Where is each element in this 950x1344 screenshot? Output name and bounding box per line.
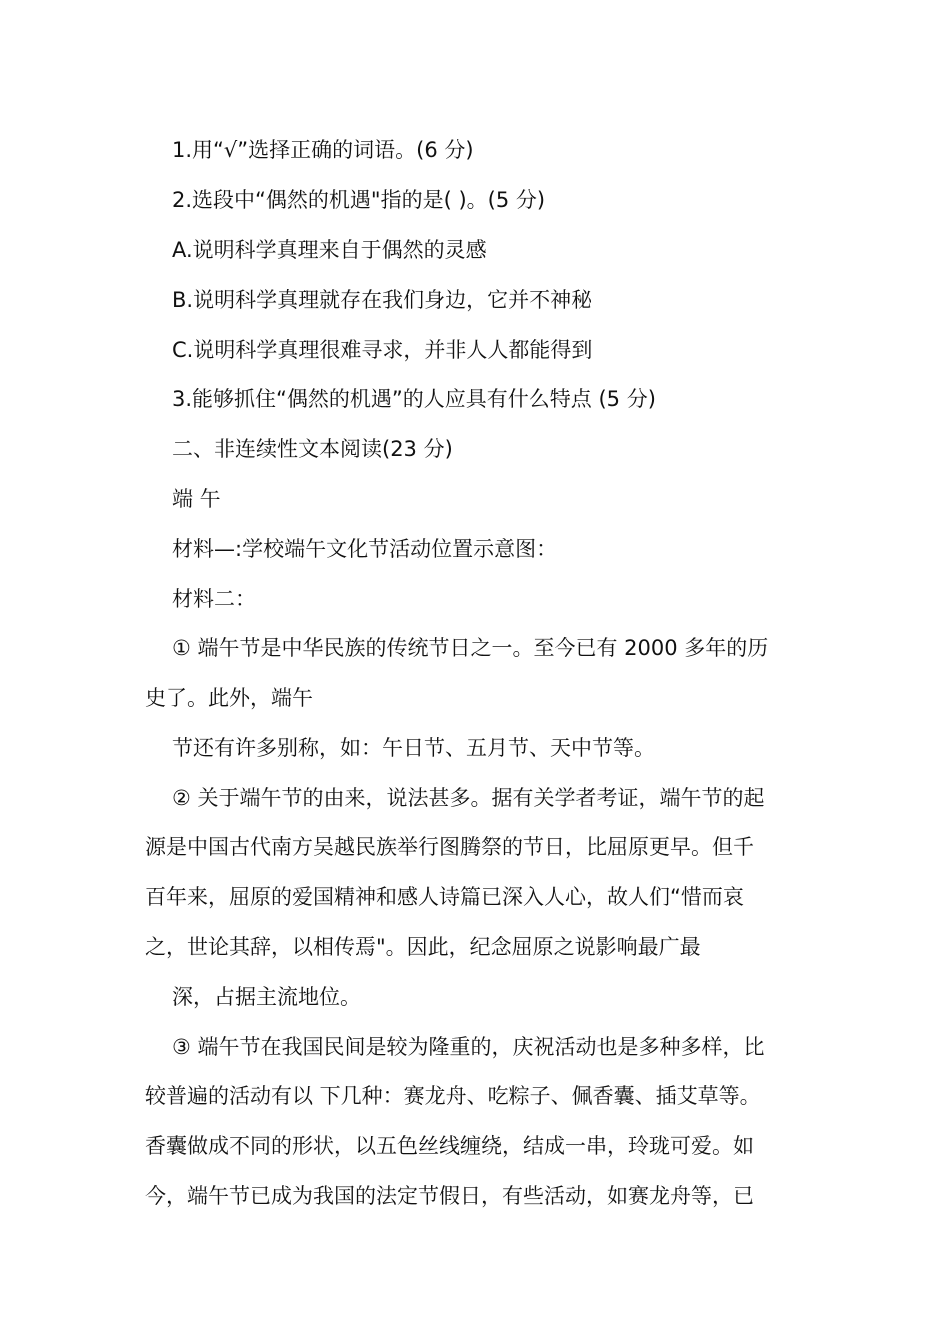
paragraph-1-line-3: 节还有许多别称，如：午日节、五月节、天中节等。 xyxy=(172,736,655,760)
paragraph-3-line-3: 香囊做成不同的形状，以五色丝线缠绕，结成一串，玲珑可爱。如 xyxy=(145,1134,754,1158)
option-c: C.说明科学真理很难寻求，并非人人都能得到 xyxy=(172,338,593,362)
paragraph-2-line-5: 深，占据主流地位。 xyxy=(172,985,361,1009)
section-heading: 二、非连续性文本阅读(23 分) xyxy=(172,437,453,461)
paragraph-3-line-2: 较普遍的活动有以 下几种：赛龙舟、吃粽子、佩香囊、插艾草等。 xyxy=(145,1084,761,1108)
option-b: B.说明科学真理就存在我们身边，它并不神秘 xyxy=(172,288,593,312)
question-1: 1.用“√”选择正确的词语。(6 分) xyxy=(172,138,474,162)
question-2: 2.选段中“偶然的机遇"指的是( )。(5 分) xyxy=(172,188,546,212)
paragraph-1-line-1: ① 端午节是中华民族的传统节日之一。至今已有 2000 多年的历 xyxy=(172,636,769,660)
material-two-label: 材料二： xyxy=(172,587,256,611)
paragraph-2-line-3: 百年来，屈原的爱国精神和感人诗篇已深入人心，故人们“惜而哀 xyxy=(145,885,744,909)
paragraph-2-line-1: ② 关于端午节的由来，说法甚多。据有关学者考证，端午节的起 xyxy=(172,786,765,810)
paragraph-3-line-1: ③ 端午节在我国民间是较为隆重的，庆祝活动也是多种多样，比 xyxy=(172,1035,765,1059)
paragraph-2-line-2: 源是中国古代南方吴越民族举行图腾祭的节日，比屈原更早。但千 xyxy=(145,835,754,859)
option-a: A.说明科学真理来自于偶然的灵感 xyxy=(172,238,487,262)
paragraph-3-line-4: 今，端午节已成为我国的法定节假日，有些活动，如赛龙舟等，已 xyxy=(145,1184,754,1208)
paragraph-1-line-2: 史了。此外，端午 xyxy=(145,686,313,710)
paragraph-2-line-4: 之，世论其辞，以相传焉"。因此，纪念屈原之说影响最广最 xyxy=(145,935,701,959)
question-3: 3.能够抓住“偶然的机遇”的人应具有什么特点 (5 分) xyxy=(172,387,656,411)
article-title: 端 午 xyxy=(172,487,221,511)
material-one-label: 材料—:学校端午文化节活动位置示意图： xyxy=(172,537,558,561)
